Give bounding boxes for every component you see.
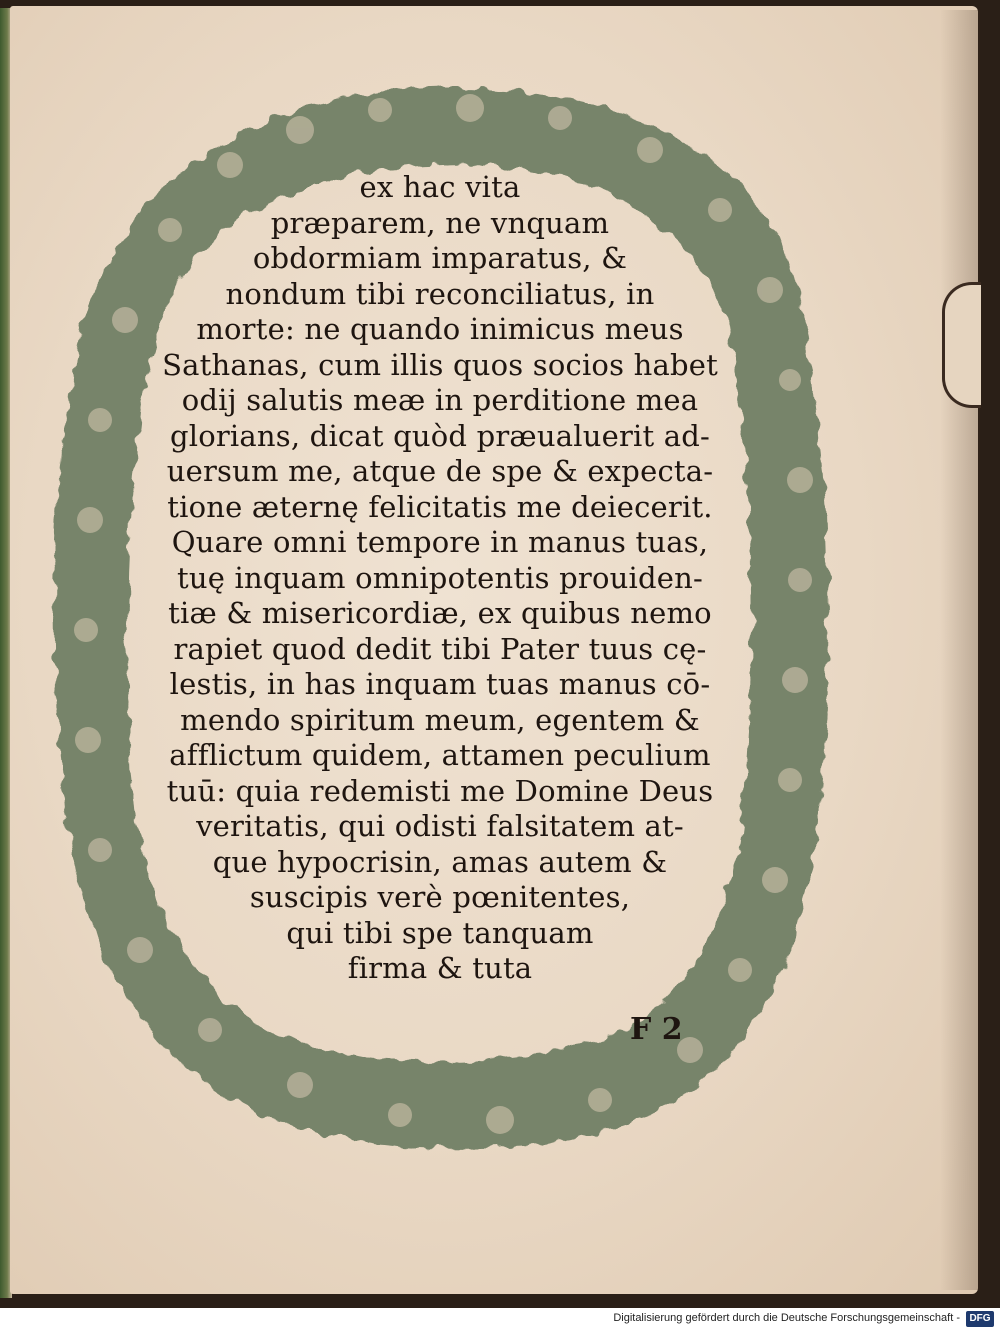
- text-line: que hypocrisin, amas autem &: [212, 844, 668, 879]
- page-text-block: [130, 170, 750, 987]
- dfg-logo-icon: DFG: [966, 1311, 994, 1327]
- text-line: Quare omni tempore in manus tuas,: [171, 525, 709, 559]
- text-line: tione æternę felicitatis me deiecerit.: [167, 489, 713, 524]
- text-line: mendo spiritum meum, egentem &: [180, 702, 700, 737]
- text-line: odij salutis meæ in perditione mea: [181, 383, 699, 417]
- footer-credit: Digitalisierung gefördert durch die Deutsche Forschungsgemeinschaft -: [613, 1312, 960, 1324]
- text-line: qui tibi spe tanquam: [286, 915, 594, 950]
- footer-bar: [0, 1308, 1000, 1331]
- text-line: veritatis, qui odisti falsitatem at-: [196, 809, 684, 843]
- text-line: Sathanas, cum illis quos socios habet: [162, 347, 718, 382]
- text-line: tuū: quia redemisti me Domine Deus: [166, 773, 714, 808]
- text-line: rapiet quod dedit tibi Pater tuus cę-: [173, 631, 707, 666]
- text-line: obdormiam imparatus, &: [252, 241, 628, 275]
- text-line: ex hac vita: [359, 170, 521, 204]
- signature-mark: F 2: [630, 1012, 683, 1047]
- text-line: nondum tibi reconciliatus, in: [225, 276, 655, 311]
- text-line: uersum me, atque de spe & expecta-: [166, 454, 714, 488]
- text-line: morte: ne quando inimicus meus: [196, 312, 684, 346]
- text-line: suscipis verè pœnitentes,: [249, 880, 631, 914]
- text-line: firma & tuta: [347, 951, 533, 985]
- text-line: tuę inquam omnipotentis prouiden-: [176, 560, 703, 595]
- text-line: glorians, dicat quòd præualuerit ad-: [169, 418, 711, 453]
- text-line: tiæ & misericordiæ, ex quibus nemo: [168, 596, 712, 630]
- text-line: lestis, in has inquam tuas manus cō-: [169, 667, 711, 701]
- text-line: præparem, ne vnquam: [270, 205, 610, 240]
- text-line: afflictum quidem, attamen peculium: [169, 738, 711, 772]
